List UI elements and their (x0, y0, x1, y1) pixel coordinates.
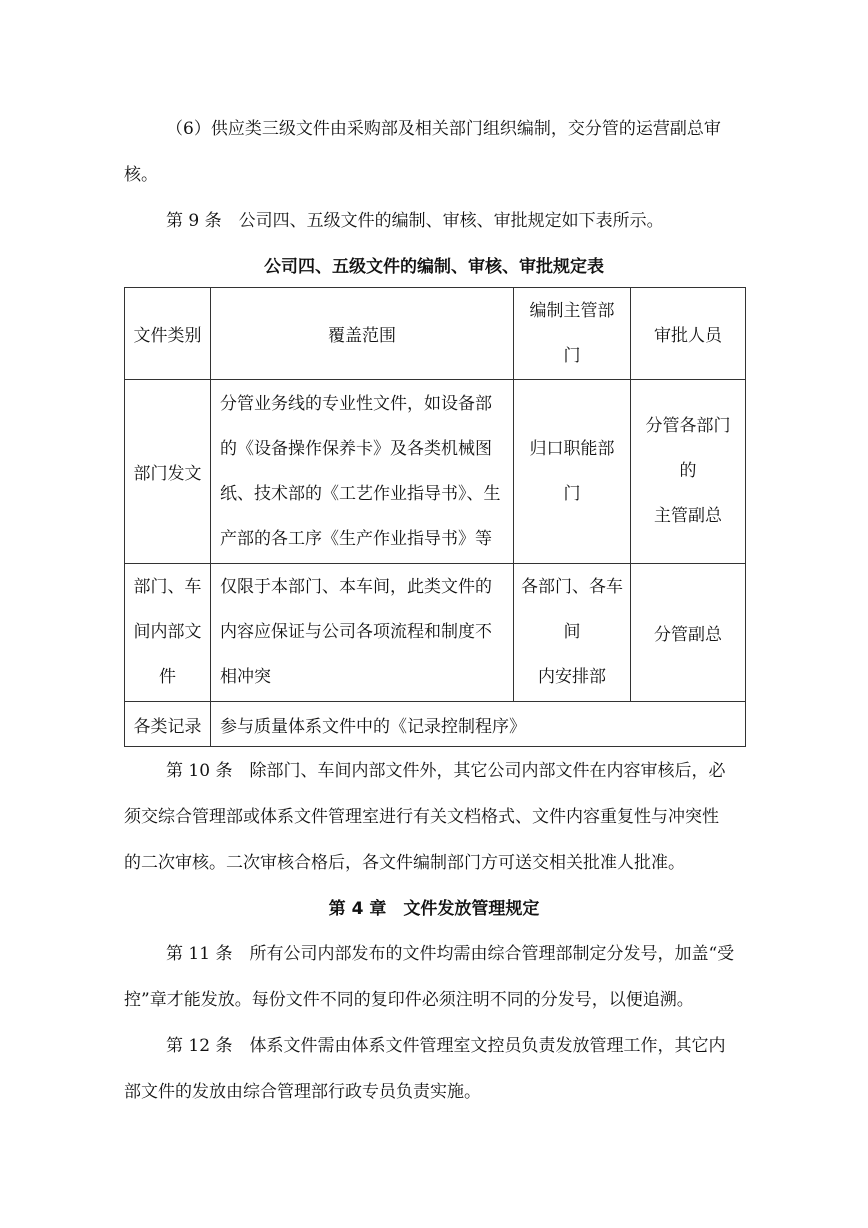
row1-approver-line-2: 的 (679, 461, 697, 481)
article-11-line-2: 控”章才能发放。每份文件不同的复印件必须注明不同的分发号，以便追溯。 (124, 990, 694, 1010)
header-dept (514, 288, 631, 380)
row3-type: 各类记录 (125, 702, 211, 747)
table-row (125, 380, 746, 564)
row2-dept-line-2: 间 (563, 622, 581, 642)
row2-type (125, 564, 211, 702)
article-10-line-2: 须交综合管理部或体系文件管理室进行有关文档格式、文件内容重复性与冲突性 (124, 807, 719, 827)
article-12-line-2: 部文件的发放由综合管理部行政专员负责实施。 (124, 1082, 481, 1102)
row1-approver-line-1: 分管各部门 (645, 416, 731, 436)
row1-approver-line-3: 主管副总 (654, 506, 722, 526)
table-row (125, 702, 746, 747)
row1-dept-line-2: 门 (563, 483, 581, 504)
article-9: 第 9 条 公司四、五级文件的编制、审核、审批规定如下表所示。 (166, 211, 664, 231)
paragraph-6-line-2: 核。 (124, 165, 158, 185)
header-scope: 覆盖范围 (211, 288, 514, 380)
row2-scope-line-2: 内容应保证与公司各项流程和制度不 (220, 622, 492, 642)
row2-dept (514, 564, 631, 702)
row2-dept-line-3: 内安排部 (538, 667, 606, 687)
header-approver: 审批人员 (631, 288, 746, 380)
table-row (125, 564, 746, 702)
article-11-line-1: 第 11 条 所有公司内部发布的文件均需由综合管理部制定分发号，加盖“受 (166, 944, 735, 964)
header-file-type: 文件类别 (125, 288, 211, 380)
row1-dept-line-1: 归口职能部 (529, 438, 615, 459)
row2-scope-line-3: 相冲突 (220, 667, 271, 687)
row1-scope-line-2: 的《设备操作保养卡》及各类机械图 (220, 438, 492, 459)
table-header-row (125, 288, 746, 380)
row2-scope-line-1: 仅限于本部门、本车间，此类文件的 (220, 577, 492, 597)
chapter-4-heading: 第 4 章 文件发放管理规定 (328, 899, 540, 919)
article-12-line-1: 第 12 条 体系文件需由体系文件管理室文控员负责发放管理工作，其它内 (166, 1036, 726, 1056)
row1-scope-line-4: 产部的各工序《生产作业指导书》等 (220, 528, 492, 549)
header-dept-line-1: 编制主管部 (529, 300, 615, 321)
row2-dept-line-1: 各部门、各车 (521, 577, 623, 597)
row3-scope: 参与质量体系文件中的《记录控制程序》 (211, 702, 746, 747)
row2-approver: 分管副总 (631, 564, 746, 702)
row1-approver (631, 380, 746, 564)
paragraph-6-line-1: （6）供应类三级文件由采购部及相关部门组织编制，交分管的运营副总审 (166, 119, 721, 139)
table-title: 公司四、五级文件的编制、审核、审批规定表 (264, 257, 604, 277)
header-dept-line-2: 门 (563, 345, 581, 366)
row1-scope-line-3: 纸、技术部的《工艺作业指导书》、生 (220, 483, 501, 504)
article-10-line-1: 第 10 条 除部门、车间内部文件外，其它公司内部文件在内容审核后，必 (166, 761, 726, 781)
row2-type-line-3: 件 (159, 667, 176, 687)
row1-scope (211, 380, 514, 564)
row1-scope-line-1: 分管业务线的专业性文件，如设备部 (220, 393, 492, 414)
row1-dept (514, 380, 631, 564)
article-10-line-3: 的二次审核。二次审核合格后，各文件编制部门方可送交相关批准人批准。 (124, 853, 685, 873)
row2-scope (211, 564, 514, 702)
row2-type-line-2: 间内部文 (133, 622, 202, 642)
row2-type-line-1: 部门、车 (133, 577, 202, 597)
row1-type: 部门发文 (125, 380, 211, 564)
approval-rules-table (124, 287, 746, 747)
